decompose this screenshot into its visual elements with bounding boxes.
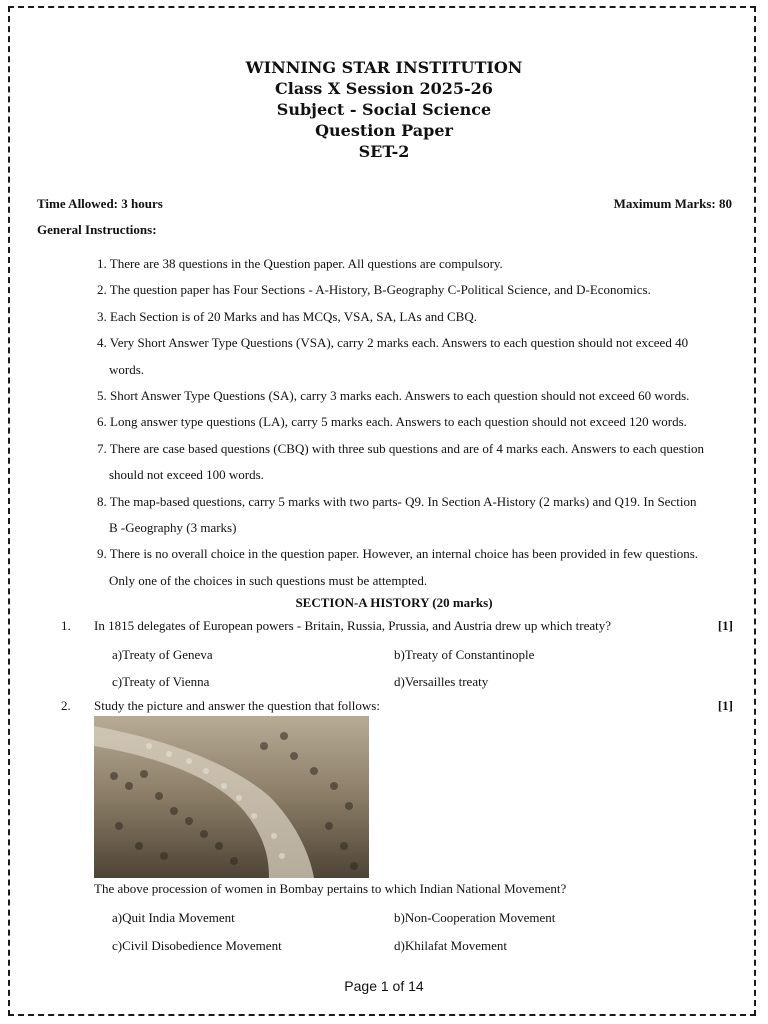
set-label: SET-2 <box>358 142 410 161</box>
instruction-item: 7. There are case based questions (CBQ) with three sub questions and are of 4 marks each. Answers to each question <box>97 440 704 456</box>
page-number: Page 1 of 14 <box>344 978 424 994</box>
question-2-option-c: c)Civil Disobedience Movement <box>112 938 282 953</box>
time-allowed: Time Allowed: 3 hours <box>37 196 163 211</box>
instruction-item: 8. The map-based questions, carry 5 marks with two parts- Q9. In Section A-History (2 marks) and Q19. In Section <box>97 493 697 509</box>
question-1-option-d: d)Versailles treaty <box>394 674 489 689</box>
question-1-number: 1. <box>61 618 71 633</box>
question-1-option-b: b)Treaty of Constantinople <box>394 647 535 662</box>
paper-header <box>0 57 768 162</box>
question-1-option-a: a)Treaty of Geneva <box>112 647 213 662</box>
question-1-text: In 1815 delegates of European powers - Britain, Russia, Prussia, and Austria drew up which treaty? <box>94 618 611 633</box>
procession-photo <box>94 716 369 878</box>
instruction-item: 3. Each Section is of 20 Marks and has MCQs, VSA, SA, LAs and CBQ. <box>97 308 477 324</box>
instruction-item: 5. Short Answer Type Questions (SA), carry 3 marks each. Answers to each question should not exceed 60 words. <box>97 388 690 404</box>
question-2-option-d: d)Khilafat Movement <box>394 938 507 953</box>
question-2-text: Study the picture and answer the question that follows: <box>94 698 380 713</box>
question-2-option-a: a)Quit India Movement <box>112 910 235 925</box>
instruction-item: 6. Long answer type questions (LA), carry 5 marks each. Answers to each question should not exceed 120 words. <box>97 414 687 430</box>
instruction-item-continued: Only one of the choices in such questions must be attempted. <box>109 572 428 588</box>
maximum-marks: Maximum Marks: 80 <box>613 196 732 211</box>
instruction-item: 2. The question paper has Four Sections - A-History, B-Geography C-Political Science, and D-Economics. <box>97 282 651 298</box>
instruction-item: 9. There is no overall choice in the question paper. However, an internal choice has been provided in few questions. <box>97 546 699 562</box>
instruction-item-continued: should not exceed 100 words. <box>109 467 264 483</box>
question-2-marks: [1] <box>717 698 733 713</box>
general-instructions-heading: General Instructions: <box>37 222 157 237</box>
question-1-option-c: c)Treaty of Vienna <box>112 674 210 689</box>
question-2-number: 2. <box>61 698 71 713</box>
question-2-followup: The above procession of women in Bombay pertains to which Indian National Movement? <box>94 881 567 896</box>
paper-title: Question Paper <box>315 121 453 140</box>
instruction-item-continued: B -Geography (3 marks) <box>109 520 237 536</box>
subject-title: Subject - Social Science <box>276 100 492 119</box>
instruction-item: 1. There are 38 questions in the Question paper. All questions are compulsory. <box>97 256 503 271</box>
question-1-marks: [1] <box>717 618 733 633</box>
instructions-list <box>97 251 737 594</box>
instruction-item-continued: words. <box>109 361 145 377</box>
class-session: Class X Session 2025-26 <box>275 79 493 98</box>
section-a-title: SECTION-A HISTORY (20 marks) <box>295 595 493 610</box>
institution-name: WINNING STAR INSTITUTION <box>245 58 523 77</box>
instruction-item: 4. Very Short Answer Type Questions (VSA), carry 2 marks each. Answers to each question should not exceed 40 <box>97 335 689 351</box>
question-2-option-b: b)Non-Cooperation Movement <box>394 910 556 925</box>
